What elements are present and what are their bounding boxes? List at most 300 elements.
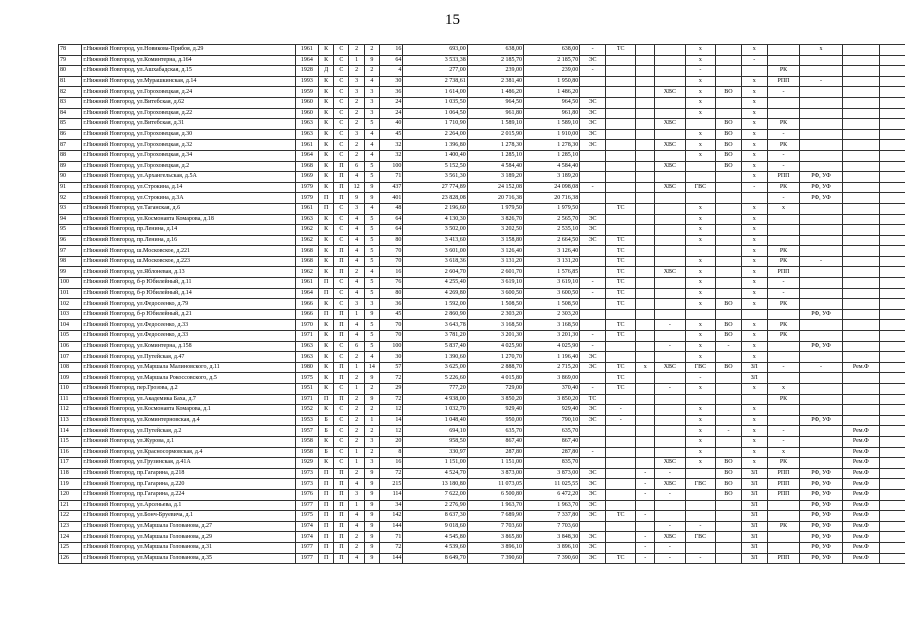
table-cell [636,267,655,278]
table-cell: г.Нижний Новгород, ул.Федосеенко, д.33 [82,320,295,331]
table-cell: ТС [605,203,635,214]
table-cell: x [741,225,767,236]
table-cell [655,309,685,320]
table-cell: 2 [349,267,364,278]
table-cell: 36 [379,87,402,98]
table-cell [655,108,685,119]
table-cell: 2 565,70 [523,214,579,225]
table-cell [767,532,800,543]
table-cell [842,405,879,416]
table-row [59,129,905,140]
table-cell: П [334,309,349,320]
table-cell: ГВС [685,532,715,543]
table-cell: РФ, УФ [800,521,842,532]
table-cell: ЭС [580,532,606,543]
table-row [59,87,905,98]
table-cell: 72 [379,373,402,384]
table-cell: 9 [364,532,379,543]
table-cell: 89 [59,161,82,172]
table-cell: г.Нижний Новгород, ул.Путейская, д.2 [82,426,295,437]
table-cell: РК [767,521,800,532]
table-cell [636,97,655,108]
table-cell: ЭС [580,235,606,246]
table-cell [800,225,842,236]
table-cell [842,299,879,310]
table-cell [655,193,685,204]
table-cell: - [767,288,800,299]
table-cell [716,384,742,395]
table-cell: 4 [364,129,379,140]
table-cell: 2 [349,66,364,77]
table-cell [880,447,905,458]
table-cell: г.Нижний Новгород, ш.Московское, д.223 [82,256,295,267]
table-cell: 64 [379,225,402,236]
table-cell: 1 486,20 [467,87,523,98]
table-cell: 5 [364,172,379,183]
table-cell [716,55,742,66]
table-cell: РФ, УФ [800,479,842,490]
table-cell: 109 [59,373,82,384]
table-cell: x [741,97,767,108]
table-cell: 1971 [295,331,318,342]
table-cell: 70 [379,320,402,331]
table-cell: П [334,362,349,373]
table-cell: 3 [364,436,379,447]
table-cell: 5 [364,278,379,289]
table-cell: x [741,331,767,342]
table-cell: x [685,458,715,469]
table-cell: - [605,405,635,416]
table-cell: 11 025,55 [523,479,579,490]
table-cell [842,394,879,405]
table-cell [655,214,685,225]
table-cell: 1968 [295,256,318,267]
table-cell: 9 [364,193,379,204]
table-cell [800,66,842,77]
table-cell: РК [767,246,800,257]
table-cell: - [636,511,655,522]
table-cell: П [319,532,334,543]
table-cell: 5 [364,256,379,267]
table-cell: РПП [767,489,800,500]
table-cell [842,66,879,77]
table-cell: ЭС [580,362,606,373]
table-cell: 277,00 [403,66,467,77]
table-cell: 103 [59,309,82,320]
table-cell: К [319,256,334,267]
table-cell [716,542,742,553]
table-cell: 1 396,80 [403,140,467,151]
table-cell: 2 [364,45,379,56]
table-cell: x [685,341,715,352]
table-cell: x [685,278,715,289]
table-cell: x [741,278,767,289]
table-cell: С [334,299,349,310]
table-cell: 4 [364,76,379,87]
table-cell: ТС [605,235,635,246]
table-cell [800,140,842,151]
table-cell: г.Нижний Новгород, ул.Федосеенко, д.33 [82,331,295,342]
table-cell: - [580,288,606,299]
table-row [59,45,905,56]
table-cell [767,225,800,236]
table-cell [767,352,800,363]
table-cell: 3 826,70 [467,214,523,225]
table-cell: ЭС [580,553,606,564]
table-cell: 1 032,70 [403,405,467,416]
table-cell: - [655,320,685,331]
table-cell: П [319,288,334,299]
table-cell [800,267,842,278]
table-cell [800,97,842,108]
table-cell [842,246,879,257]
table-cell: Рем.Ф [842,521,879,532]
table-cell: К [319,405,334,416]
table-cell: 1977 [295,553,318,564]
table-cell: 1970 [295,320,318,331]
table-cell: ГВС [685,182,715,193]
table-cell: ЭС [580,225,606,236]
table-cell [605,532,635,543]
table-cell: 86 [59,129,82,140]
table-cell: РПП [767,479,800,490]
table-cell [636,288,655,299]
table-cell: 4 545,80 [403,532,467,543]
table-cell [880,97,905,108]
table-cell: 85 [59,119,82,130]
table-cell: П [334,267,349,278]
table-cell [636,415,655,426]
table-cell: x [685,436,715,447]
table-cell: 2 [364,447,379,458]
table-cell [800,87,842,98]
table-cell [636,76,655,87]
table-cell [767,214,800,225]
table-cell: 958,50 [403,436,467,447]
table-row [59,341,905,352]
table-cell [800,55,842,66]
table-cell: 1971 [295,394,318,405]
table-cell: ВО [716,331,742,342]
table-cell: 36 [379,299,402,310]
table-cell: К [319,436,334,447]
table-cell: К [319,235,334,246]
table-cell: г.Нижний Новгород, ул.Гороховецкая, д.22 [82,108,295,119]
table-cell: 2 [349,373,364,384]
table-cell: 4 [364,140,379,151]
table-cell: РФ, УФ [800,341,842,352]
table-cell: 45 [379,129,402,140]
table-cell: г.Нижний Новгород, ул.Маршала Голованова, д.27 [82,521,295,532]
table-cell: 1958 [295,436,318,447]
table-cell: x [685,76,715,87]
table-cell: 1 400,40 [403,150,467,161]
table-cell: 5 [364,225,379,236]
table-cell: 7 622,00 [403,489,467,500]
table-cell [685,500,715,511]
table-cell [716,246,742,257]
table-cell [716,172,742,183]
table-cell: РФ, УФ [800,500,842,511]
table-cell: 40 [379,119,402,130]
table-cell: 2 [349,532,364,543]
table-cell [685,119,715,130]
table-cell: ГВС [685,362,715,373]
table-row [59,320,905,331]
table-cell: П [334,172,349,183]
table-cell: 4 [349,511,364,522]
table-cell [880,193,905,204]
table-cell: 3 873,00 [467,468,523,479]
table-cell: - [580,66,606,77]
table-cell [880,108,905,119]
table-cell: 2 [349,119,364,130]
table-cell: П [319,394,334,405]
table-cell: РК [767,331,800,342]
table-cell: Рем.Ф [842,511,879,522]
table-cell: 1 576,85 [523,267,579,278]
table-cell: Д [319,66,334,77]
table-cell: 1 [364,415,379,426]
table-cell [605,193,635,204]
table-cell: 87 [59,140,82,151]
table-cell: 3 [349,299,364,310]
table-cell [605,129,635,140]
table-cell: 3 [349,87,364,98]
table-cell: x [685,87,715,98]
table-cell: 867,40 [523,436,579,447]
table-cell: - [580,341,606,352]
table-cell: ВО [716,489,742,500]
table-cell: 3 168,50 [523,320,579,331]
table-cell: К [319,172,334,183]
table-cell: 3 158,80 [467,235,523,246]
table-cell: x [741,76,767,87]
table-cell [880,521,905,532]
table-cell: 1974 [295,532,318,543]
table-cell [880,436,905,447]
table-cell: П [319,542,334,553]
table-cell: x [800,45,842,56]
table-cell: Б [319,426,334,437]
table-cell: 98 [59,256,82,267]
table-cell: 5 [364,341,379,352]
table-cell [800,299,842,310]
table-row [59,299,905,310]
table-cell: 70 [379,246,402,257]
table-cell [580,87,606,98]
table-cell: 81 [59,76,82,87]
table-cell [636,225,655,236]
table-cell: г.Нижний Новгород, ул.Коминтерна, д.164 [82,55,295,66]
table-cell [800,235,842,246]
table-cell [880,511,905,522]
table-cell: 3 625,00 [403,362,467,373]
table-cell: 1959 [295,87,318,98]
table-cell [800,331,842,342]
table-cell: 64 [379,55,402,66]
table-cell [767,108,800,119]
table-cell: г.Нижний Новгород, ул.Маршала Рокоссовского, д.5 [82,373,295,384]
table-cell: 1 508,50 [467,299,523,310]
table-cell [636,320,655,331]
table-cell [842,384,879,395]
table-cell [716,235,742,246]
table-cell: 8 [379,447,402,458]
table-cell [880,235,905,246]
table-cell: x [685,352,715,363]
table-cell: x [685,203,715,214]
table-cell: 101 [59,288,82,299]
table-cell [842,76,879,87]
table-cell [842,352,879,363]
table-cell: 3 561,30 [403,172,467,183]
table-cell: 4 [349,331,364,342]
table-cell: 2 [349,436,364,447]
table-cell [655,426,685,437]
table-cell: Рем.Ф [842,447,879,458]
table-cell: 1979 [295,182,318,193]
table-cell: 2 276,90 [403,500,467,511]
table-cell: г.Нижний Новгород, ул.Ашхабадская, д.15 [82,66,295,77]
table-cell: г.Нижний Новгород, пер.Грозова, д.2 [82,384,295,395]
table-cell: 1977 [295,500,318,511]
table-cell [842,193,879,204]
table-cell: 70 [379,331,402,342]
table-cell: 3 168,50 [467,320,523,331]
table-cell [636,45,655,56]
table-cell: К [319,362,334,373]
table-cell: 9 [364,489,379,500]
table-cell: г.Нижний Новгород, ул.Журова, д.1 [82,436,295,447]
table-cell: 5 226,60 [403,373,467,384]
table-cell [716,373,742,384]
table-cell: П [319,278,334,289]
table-cell: С [334,458,349,469]
table-cell: 2 [349,426,364,437]
table-cell: К [319,55,334,66]
table-row [59,161,905,172]
table-cell: 3 869,00 [523,373,579,384]
table-cell: x [741,246,767,257]
table-cell: 9 [364,182,379,193]
table-cell [716,500,742,511]
table-cell: 7 689,90 [467,511,523,522]
table-cell: 1962 [295,235,318,246]
table-cell [636,373,655,384]
table-cell: 3 [349,203,364,214]
table-cell: x [741,161,767,172]
table-row [59,426,905,437]
table-cell [605,108,635,119]
table-cell [880,532,905,543]
table-cell: ЭС [580,119,606,130]
table-cell [655,55,685,66]
table-cell [636,182,655,193]
table-cell: 1957 [295,426,318,437]
table-cell: ТС [605,299,635,310]
table-cell: 5 [364,161,379,172]
table-cell: 1 285,10 [467,150,523,161]
table-cell: К [319,331,334,342]
table-cell: 3 502,00 [403,225,467,236]
table-cell: - [716,341,742,352]
table-row [59,436,905,447]
table-cell: 107 [59,352,82,363]
table-cell [716,553,742,564]
table-cell: 6 472,20 [523,489,579,500]
table-cell: г.Нижний Новгород, ул.Маршала Голованова, д.35 [82,553,295,564]
table-cell: 1 592,00 [403,299,467,310]
table-cell: 23 828,08 [403,193,467,204]
table-cell [580,299,606,310]
table-cell: x [741,447,767,458]
table-cell [605,479,635,490]
table-cell: 330,97 [403,447,467,458]
table-cell: 2 [364,384,379,395]
table-cell: 4 [349,278,364,289]
table-cell: 116 [59,447,82,458]
table-cell: 4 269,80 [403,288,467,299]
table-cell: ХВС [655,267,685,278]
table-cell: ВО [716,129,742,140]
table-cell: 239,00 [467,66,523,77]
table-cell [800,119,842,130]
table-cell: ТС [605,45,635,56]
table-row [59,542,905,553]
table-cell: 2 [364,426,379,437]
table-cell: 4 [349,553,364,564]
table-cell: РФ, УФ [800,415,842,426]
table-cell: 2 185,70 [523,55,579,66]
table-cell: ВО [716,299,742,310]
table-cell: ЭС [580,214,606,225]
table-cell: 9 [364,55,379,66]
table-cell: 4 [349,246,364,257]
table-cell: 16 [379,45,402,56]
table-row [59,489,905,500]
table-cell [767,97,800,108]
table-cell [716,267,742,278]
table-cell: 1 [349,309,364,320]
table-cell: П [319,553,334,564]
table-cell: 24 [379,108,402,119]
table-cell [880,362,905,373]
table-cell [716,193,742,204]
table-cell [880,182,905,193]
table-cell [767,235,800,246]
table-cell: x [685,214,715,225]
table-cell [716,45,742,56]
table-row [59,521,905,532]
table-cell: 4 584,40 [467,161,523,172]
table-cell: С [334,352,349,363]
table-cell: 57 [379,362,402,373]
table-cell: 123 [59,521,82,532]
table-cell: 1961 [295,140,318,151]
table-cell: 4 [349,235,364,246]
table-row [59,415,905,426]
table-cell: 1964 [295,150,318,161]
table-cell: ГВС [685,479,715,490]
table-cell: 9 [364,500,379,511]
table-cell: 2 738,61 [403,76,467,87]
table-cell: 1 278,30 [467,140,523,151]
table-cell: 142 [379,511,402,522]
table-cell: 1 [349,362,364,373]
table-cell: 4 [349,214,364,225]
table-cell: 92 [59,193,82,204]
